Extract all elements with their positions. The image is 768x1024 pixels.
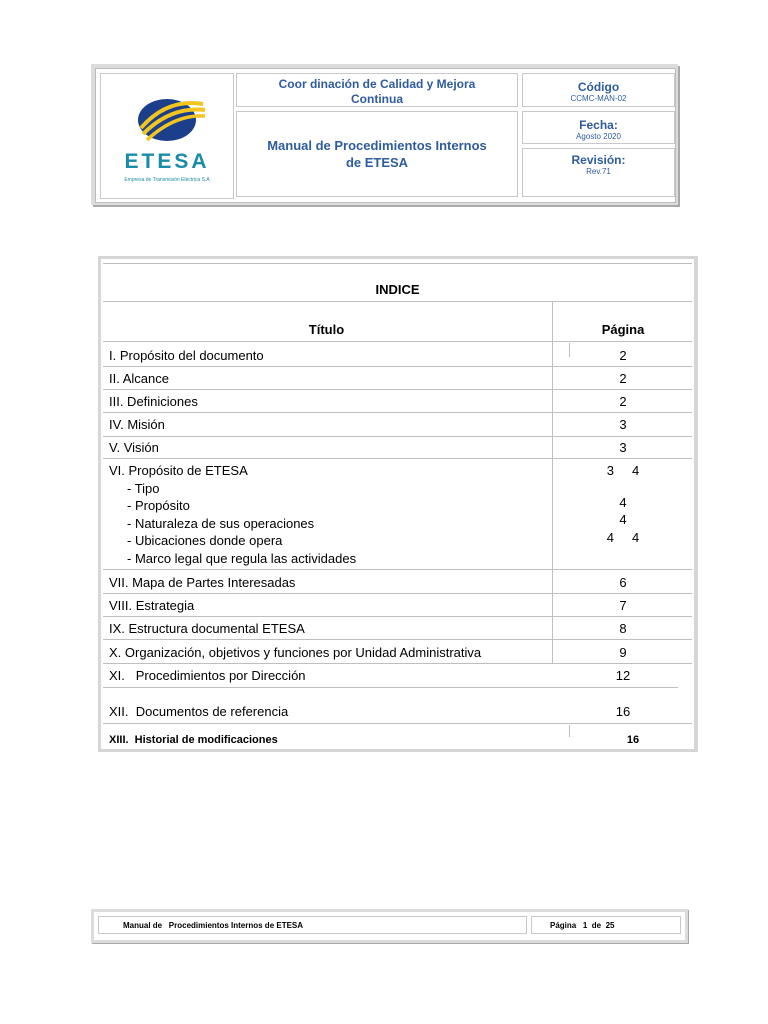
sub-row-page: 4 4	[606, 530, 640, 545]
sub-row-page: 4	[619, 512, 627, 527]
row-title: IX. Estructura documental ETESA	[109, 621, 305, 636]
index-table	[98, 256, 698, 752]
row-title: V. Visión	[109, 440, 159, 455]
logo-cell	[100, 73, 234, 199]
footer-page-number: Página 1 de 25	[531, 916, 681, 934]
row-title: VIII. Estrategia	[109, 598, 195, 613]
row-title: I. Propósito del documento	[109, 348, 264, 363]
sub-row-title: - Tipo	[127, 481, 160, 496]
index-table-body	[101, 259, 694, 749]
row-title: II. Alcance	[109, 371, 169, 386]
sub-row-title: - Ubicaciones donde opera	[127, 533, 283, 548]
sub-row-page: 4	[619, 495, 627, 510]
manual-title-line-1: Manual de Procedimientos Internos	[267, 138, 487, 153]
code-label: Código	[577, 80, 620, 94]
date-label: Fecha:	[579, 118, 618, 132]
date-cell	[522, 111, 675, 144]
row-page: 6	[619, 575, 627, 590]
logo-word: ETESA	[124, 150, 210, 173]
department-cell	[236, 73, 518, 107]
row-page: 3	[619, 440, 627, 455]
footer-table	[94, 912, 685, 940]
row-page: 16	[626, 734, 640, 743]
row-title: IV. Misión	[109, 417, 165, 432]
document-footer	[91, 909, 688, 943]
department-line-1: Coor dinación de Calidad y Mejora	[278, 77, 476, 91]
index-title: INDICE	[375, 282, 420, 297]
row-title: III. Definiciones	[109, 394, 198, 409]
manual-title-cell	[236, 111, 518, 197]
logo-tagline: Empresa de Transmisión Eléctrica S.A	[124, 177, 210, 183]
column-title-header: Título	[308, 322, 345, 337]
row-page: 9	[619, 645, 627, 660]
header-table	[95, 68, 676, 203]
code-cell	[522, 73, 675, 107]
manual-title-line-2: de ETESA	[345, 155, 409, 170]
row-page: 7	[619, 598, 627, 613]
row-page: 2	[619, 348, 627, 363]
row-title: VII. Mapa de Partes Interesadas	[109, 575, 296, 590]
row-page: 3	[619, 417, 627, 432]
row-page: 8	[619, 621, 627, 636]
row-page: 2	[619, 371, 627, 386]
row-title: XI. Procedimientos por Dirección	[109, 668, 306, 683]
row-title: XIII. Historial de modificaciones	[109, 734, 278, 743]
sub-row-title: - Marco legal que regula las actividades	[127, 551, 357, 566]
code-value: CCMC-MAN-02	[570, 94, 627, 103]
document-header	[91, 64, 678, 205]
revision-cell	[522, 148, 675, 197]
date-value: Agosto 2020	[576, 132, 621, 141]
row-page: 3 4	[606, 463, 640, 478]
column-page-header: Página	[601, 322, 645, 337]
row-title: VI. Propósito de ETESA	[109, 463, 248, 478]
row-title: XII. Documentos de referencia	[109, 704, 289, 719]
row-page: 12	[615, 668, 631, 683]
sub-row-title: - Propósito	[127, 498, 190, 513]
sub-row-title: - Naturaleza de sus operaciones	[127, 516, 315, 531]
row-title: X. Organización, objetivos y funciones por Unidad Administrativa	[109, 645, 482, 660]
footer-manual-name: Manual de Procedimientos Internos de ETESA	[98, 916, 527, 934]
row-page: 2	[619, 394, 627, 409]
etesa-logo-icon	[113, 94, 221, 148]
row-page: 16	[615, 704, 631, 719]
revision-label: Revisión:	[571, 153, 626, 167]
revision-value: Rev.71	[586, 167, 611, 176]
department-line-2: Continua	[351, 92, 403, 106]
